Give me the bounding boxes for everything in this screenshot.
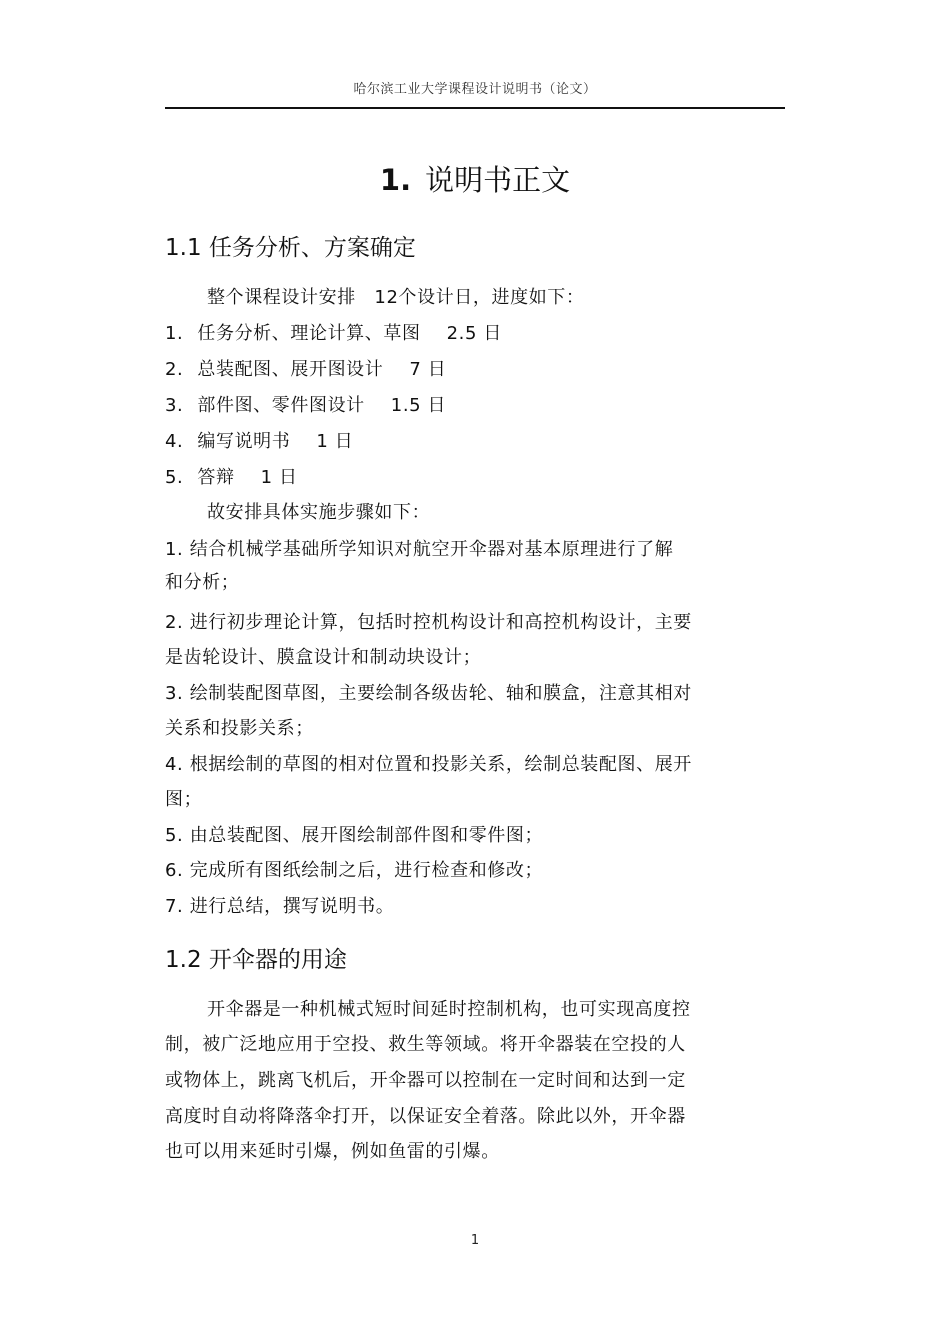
section-title-1-2: 1.2 开伞器的用途 [165, 947, 347, 973]
schedule-task: 部件图、零件图设计 [197, 395, 365, 416]
schedule-duration: 1 日 [260, 467, 298, 488]
schedule-item [165, 321, 765, 347]
schedule-task: 编写说明书 [197, 431, 291, 452]
schedule-item [165, 357, 765, 383]
step-line-cont: 图； [165, 789, 203, 810]
schedule-duration: 1 日 [316, 431, 354, 452]
schedule-task: 任务分析、理论计算、草图 [197, 323, 421, 344]
step-line-cont: 和分析； [165, 572, 240, 593]
step-line-cont: 是齿轮设计、膜盒设计和制动块设计； [165, 647, 482, 668]
page-header: 哈尔滨工业大学课程设计说明书（论文） [353, 82, 597, 97]
paragraph-line: 也可以用来延时引爆，例如鱼雷的引爆。 [165, 1141, 500, 1162]
paragraph-line: 制，被广泛地应用于空投、救生等领域。将开伞器装在空投的人 [165, 1034, 686, 1055]
paragraph-line: 开伞器是一种机械式短时间延时控制机构，也可实现高度控 [207, 999, 691, 1020]
paragraph-line: 或物体上，跳离飞机后，开伞器可以控制在一定时间和达到一定 [165, 1070, 686, 1091]
chapter-number: 1. [379, 163, 412, 197]
schedule-duration: 1.5 日 [390, 395, 447, 416]
schedule-task: 总装配图、展开图设计 [197, 359, 384, 380]
schedule-item [165, 429, 765, 455]
step-line: 1. 结合机械学基础所学知识对航空开伞器对基本原理进行了解 [165, 539, 674, 560]
steps-intro: 故安排具体实施步骤如下： [207, 502, 431, 523]
schedule-task: 答辩 [197, 467, 235, 488]
step-line: 6. 完成所有图纸绘制之后，进行检查和修改； [165, 860, 544, 881]
schedule-index: 3. [165, 395, 184, 416]
step-line: 7. 进行总结，撰写说明书。 [165, 896, 395, 917]
schedule-index: 2. [165, 359, 184, 380]
schedule-duration: 2.5 日 [446, 323, 502, 344]
schedule-duration: 7 日 [409, 359, 447, 380]
step-line: 2. 进行初步理论计算，包括时控机构设计和高控机构设计，主要 [165, 612, 692, 633]
schedule-index: 1. [165, 323, 184, 344]
schedule-item [165, 393, 765, 419]
section-title-1-1: 1.1 任务分析、方案确定 [165, 235, 416, 261]
schedule-index: 5. [165, 467, 184, 488]
schedule-item [165, 465, 765, 491]
schedule-intro: 整个课程设计安排 12个设计日，进度如下： [207, 287, 585, 308]
header-rule [165, 107, 785, 109]
step-line: 3. 绘制装配图草图，主要绘制各级齿轮、轴和膜盒，注意其相对 [165, 683, 692, 704]
paragraph-line: 高度时自动将降落伞打开，以保证安全着落。除此以外，开伞器 [165, 1106, 686, 1127]
chapter-title [165, 160, 785, 200]
page-number: 1 [470, 1233, 480, 1248]
step-line-cont: 关系和投影关系； [165, 718, 314, 739]
schedule-index: 4. [165, 431, 184, 452]
chapter-title-text: 说明书正文 [425, 163, 571, 197]
step-line: 4. 根据绘制的草图的相对位置和投影关系，绘制总装配图、展开 [165, 754, 692, 775]
step-line: 5. 由总装配图、展开图绘制部件图和零件图； [165, 825, 544, 846]
